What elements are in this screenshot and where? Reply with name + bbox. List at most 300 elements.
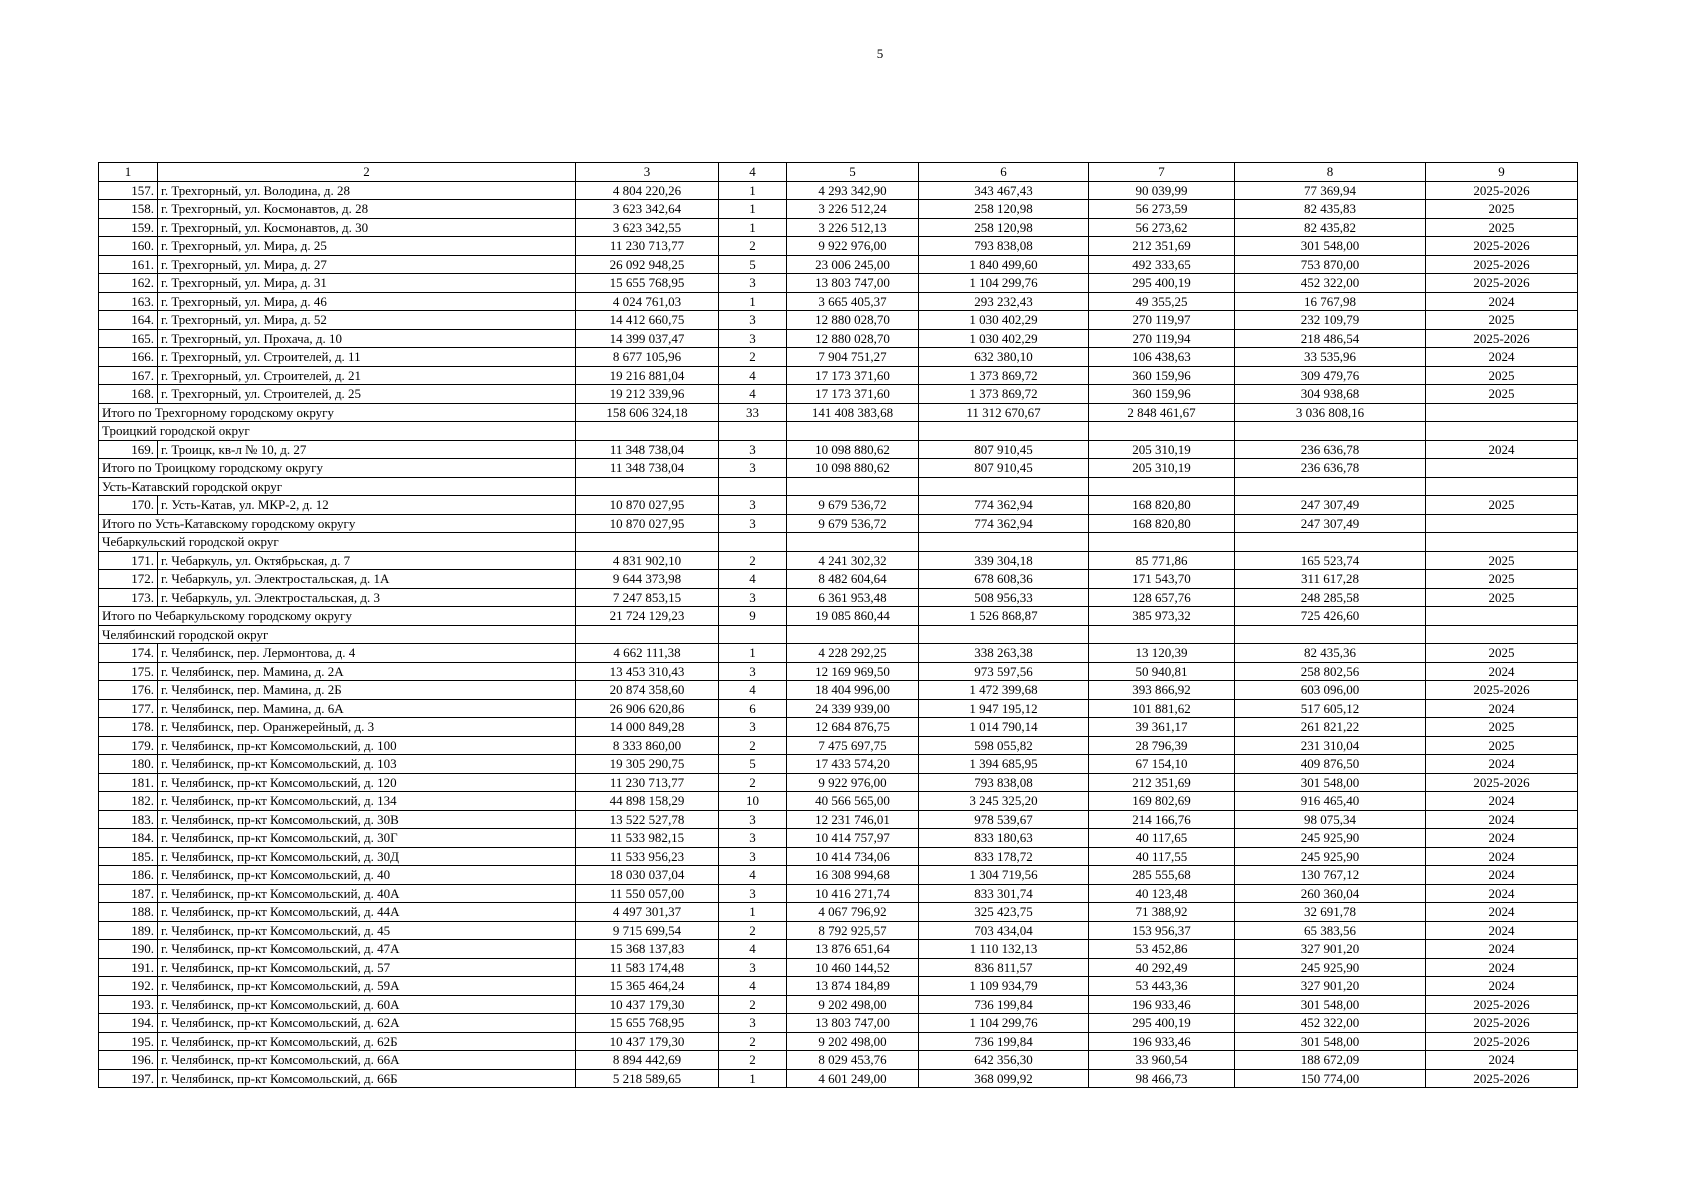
count-cell: 1 [719,644,787,663]
table-row [99,311,1578,330]
address-cell: г. Челябинск, пр-кт Комсомольский, д. 66Б [158,1069,576,1088]
empty-cell [576,533,719,552]
amount-cell: 56 273,59 [1089,200,1235,219]
empty-cell [919,533,1089,552]
header-cell: 8 [1235,163,1426,182]
subtotal-row [99,459,1578,478]
amount-cell: 67 154,10 [1089,755,1235,774]
address-cell: г. Чебаркуль, ул. Электростальская, д. 3 [158,588,576,607]
table-body [99,181,1578,1088]
count-cell: 3 [719,440,787,459]
amount-cell: 632 380,10 [919,348,1089,367]
period-cell: 2025 [1426,551,1578,570]
empty-cell [787,422,919,441]
amount-cell: 3 665 405,37 [787,292,919,311]
amount-cell: 7 475 697,75 [787,736,919,755]
total-cost-cell: 11 583 174,48 [576,958,719,977]
count-cell: 3 [719,274,787,293]
table-row [99,329,1578,348]
amount-cell: 153 956,37 [1089,921,1235,940]
column-number-header [99,163,1578,182]
total-cost-cell: 4 804 220,26 [576,181,719,200]
address-cell: г. Чебаркуль, ул. Электростальская, д. 1А [158,570,576,589]
table-row [99,1014,1578,1033]
amount-cell: 77 369,94 [1235,181,1426,200]
amount-cell: 258 120,98 [919,200,1089,219]
amount-cell: 260 360,04 [1235,884,1426,903]
total-cost-cell: 10 437 179,30 [576,1032,719,1051]
count-cell: 2 [719,995,787,1014]
count-cell: 3 [719,884,787,903]
address-cell: г. Трехгорный, ул. Прохача, д. 10 [158,329,576,348]
amount-cell: 517 605,12 [1235,699,1426,718]
table-row [99,255,1578,274]
amount-cell: 1 840 499,60 [919,255,1089,274]
empty-cell [576,625,719,644]
total-cost-cell: 14 412 660,75 [576,311,719,330]
total-cost-cell: 26 906 620,86 [576,699,719,718]
period-cell: 2025 [1426,718,1578,737]
address-cell: г. Трехгорный, ул. Мира, д. 31 [158,274,576,293]
header-cell: 5 [787,163,919,182]
amount-cell: 270 119,97 [1089,311,1235,330]
period-cell: 2024 [1426,847,1578,866]
table-row [99,1032,1578,1051]
address-cell: г. Челябинск, пр-кт Комсомольский, д. 47А [158,940,576,959]
count-cell: 1 [719,903,787,922]
row-number-cell: 189. [99,921,158,940]
amount-cell: 508 956,33 [919,588,1089,607]
amount-cell: 1 110 132,13 [919,940,1089,959]
amount-cell: 212 351,69 [1089,773,1235,792]
amount-cell: 40 566 565,00 [787,792,919,811]
address-cell: г. Челябинск, пр-кт Комсомольский, д. 62Б [158,1032,576,1051]
amount-cell: 736 199,84 [919,995,1089,1014]
count-cell: 3 [719,829,787,848]
row-number-cell: 176. [99,681,158,700]
amount-cell: 82 435,83 [1235,200,1426,219]
address-cell: г. Челябинск, пр-кт Комсомольский, д. 30Д [158,847,576,866]
row-number-cell: 197. [99,1069,158,1088]
address-cell: г. Челябинск, пр-кт Комсомольский, д. 45 [158,921,576,940]
period-cell: 2025 [1426,366,1578,385]
count-cell: 10 [719,792,787,811]
amount-cell: 642 356,30 [919,1051,1089,1070]
total-cost-cell: 5 218 589,65 [576,1069,719,1088]
count-cell: 3 [719,496,787,515]
amount-cell: 231 310,04 [1235,736,1426,755]
amount-cell: 65 383,56 [1235,921,1426,940]
amount-cell: 4 228 292,25 [787,644,919,663]
amount-cell: 247 307,49 [1235,496,1426,515]
total-cost-cell: 15 655 768,95 [576,1014,719,1033]
amount-cell: 8 482 604,64 [787,570,919,589]
empty-cell [787,625,919,644]
amount-cell: 385 973,32 [1089,607,1235,626]
count-cell: 4 [719,385,787,404]
amount-cell: 10 098 880,62 [787,459,919,478]
amount-cell: 40 292,49 [1089,958,1235,977]
table-row [99,218,1578,237]
count-cell: 3 [719,718,787,737]
amount-cell: 205 310,19 [1089,459,1235,478]
amount-cell: 4 067 796,92 [787,903,919,922]
amount-cell: 916 465,40 [1235,792,1426,811]
amount-cell: 171 543,70 [1089,570,1235,589]
amount-cell: 17 173 371,60 [787,366,919,385]
amount-cell: 49 355,25 [1089,292,1235,311]
total-cost-cell: 4 831 902,10 [576,551,719,570]
amount-cell: 309 479,76 [1235,366,1426,385]
row-number-cell: 168. [99,385,158,404]
address-cell: г. Челябинск, пер. Оранжерейный, д. 3 [158,718,576,737]
amount-cell: 793 838,08 [919,237,1089,256]
period-cell [1426,403,1578,422]
amount-cell: 232 109,79 [1235,311,1426,330]
amount-cell: 82 435,36 [1235,644,1426,663]
row-number-cell: 158. [99,200,158,219]
count-cell: 1 [719,218,787,237]
period-cell: 2024 [1426,921,1578,940]
period-cell: 2025-2026 [1426,773,1578,792]
period-cell: 2025-2026 [1426,1069,1578,1088]
empty-cell [1089,477,1235,496]
amount-cell: 196 933,46 [1089,1032,1235,1051]
amount-cell: 236 636,78 [1235,440,1426,459]
count-cell: 2 [719,237,787,256]
table-row [99,681,1578,700]
page-number: 5 [876,46,884,61]
section-header-row [99,477,1578,496]
table-row [99,903,1578,922]
period-cell: 2025-2026 [1426,181,1578,200]
total-cost-cell: 11 348 738,04 [576,440,719,459]
count-cell: 4 [719,977,787,996]
row-number-cell: 180. [99,755,158,774]
amount-cell: 452 322,00 [1235,1014,1426,1033]
amount-cell: 285 555,68 [1089,866,1235,885]
amount-cell: 33 535,96 [1235,348,1426,367]
amount-cell: 71 388,92 [1089,903,1235,922]
total-cost-cell: 9 644 373,98 [576,570,719,589]
amount-cell: 13 876 651,64 [787,940,919,959]
count-cell: 3 [719,1014,787,1033]
total-cost-cell: 8 677 105,96 [576,348,719,367]
amount-cell: 295 400,19 [1089,1014,1235,1033]
total-cost-cell: 3 623 342,55 [576,218,719,237]
count-cell: 3 [719,459,787,478]
amount-cell: 258 802,56 [1235,662,1426,681]
amount-cell: 833 178,72 [919,847,1089,866]
amount-cell: 774 362,94 [919,514,1089,533]
count-cell: 1 [719,1069,787,1088]
row-number-cell: 182. [99,792,158,811]
total-cost-cell: 10 870 027,95 [576,514,719,533]
total-cost-cell: 7 247 853,15 [576,588,719,607]
amount-cell: 327 901,20 [1235,940,1426,959]
address-cell: г. Челябинск, пр-кт Комсомольский, д. 103 [158,755,576,774]
row-number-cell: 191. [99,958,158,977]
amount-cell: 218 486,54 [1235,329,1426,348]
amount-cell: 311 617,28 [1235,570,1426,589]
amount-cell: 245 925,90 [1235,958,1426,977]
amount-cell: 150 774,00 [1235,1069,1426,1088]
amount-cell: 128 657,76 [1089,588,1235,607]
table-row [99,792,1578,811]
empty-cell [719,477,787,496]
table-row [99,958,1578,977]
amount-cell: 678 608,36 [919,570,1089,589]
table-row [99,200,1578,219]
total-cost-cell: 4 497 301,37 [576,903,719,922]
amount-cell: 165 523,74 [1235,551,1426,570]
period-cell: 2025-2026 [1426,255,1578,274]
amount-cell: 130 767,12 [1235,866,1426,885]
amount-cell: 793 838,08 [919,773,1089,792]
empty-cell [1235,625,1426,644]
amount-cell: 56 273,62 [1089,218,1235,237]
count-cell: 4 [719,940,787,959]
row-number-cell: 179. [99,736,158,755]
table-row [99,940,1578,959]
amount-cell: 10 414 757,97 [787,829,919,848]
period-cell: 2025 [1426,496,1578,515]
empty-cell [1235,477,1426,496]
row-number-cell: 167. [99,366,158,385]
amount-cell: 40 117,65 [1089,829,1235,848]
row-number-cell: 184. [99,829,158,848]
address-cell: г. Челябинск, пр-кт Комсомольский, д. 44А [158,903,576,922]
total-cost-cell: 14 000 849,28 [576,718,719,737]
empty-cell [576,422,719,441]
period-cell: 2024 [1426,903,1578,922]
table-row [99,773,1578,792]
period-cell: 2024 [1426,884,1578,903]
empty-cell [1089,533,1235,552]
section-header-row [99,422,1578,441]
total-cost-cell: 15 655 768,95 [576,274,719,293]
period-cell: 2024 [1426,977,1578,996]
header-cell: 7 [1089,163,1235,182]
amount-cell: 10 098 880,62 [787,440,919,459]
address-cell: г. Челябинск, пер. Мамина, д. 2Б [158,681,576,700]
total-cost-cell: 15 368 137,83 [576,940,719,959]
amount-cell: 1 947 195,12 [919,699,1089,718]
row-number-cell: 193. [99,995,158,1014]
row-number-cell: 188. [99,903,158,922]
amount-cell: 1 373 869,72 [919,366,1089,385]
amount-cell: 603 096,00 [1235,681,1426,700]
address-cell: г. Усть-Катав, ул. МКР-2, д. 12 [158,496,576,515]
amount-cell: 304 938,68 [1235,385,1426,404]
amount-cell: 90 039,99 [1089,181,1235,200]
amount-cell: 16 308 994,68 [787,866,919,885]
amount-cell: 212 351,69 [1089,237,1235,256]
address-cell: г. Челябинск, пр-кт Комсомольский, д. 40 [158,866,576,885]
header-cell: 3 [576,163,719,182]
amount-cell: 18 404 996,00 [787,681,919,700]
subtotal-label-cell: Итого по Трехгорному городскому округу [99,403,576,422]
total-cost-cell: 21 724 129,23 [576,607,719,626]
table-row [99,718,1578,737]
amount-cell: 39 361,17 [1089,718,1235,737]
count-cell: 2 [719,348,787,367]
row-number-cell: 194. [99,1014,158,1033]
empty-cell [1426,422,1578,441]
address-cell: г. Трехгорный, ул. Мира, д. 52 [158,311,576,330]
table-row [99,348,1578,367]
period-cell: 2024 [1426,348,1578,367]
table-row [99,1069,1578,1088]
amount-cell: 16 767,98 [1235,292,1426,311]
row-number-cell: 181. [99,773,158,792]
row-number-cell: 164. [99,311,158,330]
amount-cell: 53 452,86 [1089,940,1235,959]
empty-cell [719,422,787,441]
count-cell: 3 [719,514,787,533]
amount-cell: 13 120,39 [1089,644,1235,663]
row-number-cell: 160. [99,237,158,256]
amount-cell: 368 099,92 [919,1069,1089,1088]
empty-cell [919,422,1089,441]
period-cell: 2025 [1426,570,1578,589]
amount-cell: 360 159,96 [1089,366,1235,385]
total-cost-cell: 9 715 699,54 [576,921,719,940]
row-number-cell: 165. [99,329,158,348]
total-cost-cell: 8 333 860,00 [576,736,719,755]
count-cell: 2 [719,736,787,755]
amount-cell: 17 173 371,60 [787,385,919,404]
total-cost-cell: 19 305 290,75 [576,755,719,774]
row-number-cell: 177. [99,699,158,718]
amount-cell: 82 435,82 [1235,218,1426,237]
period-cell: 2024 [1426,662,1578,681]
amount-cell: 293 232,43 [919,292,1089,311]
amount-cell: 1 030 402,29 [919,311,1089,330]
count-cell: 3 [719,311,787,330]
amount-cell: 3 245 325,20 [919,792,1089,811]
total-cost-cell: 13 453 310,43 [576,662,719,681]
row-number-cell: 173. [99,588,158,607]
row-number-cell: 169. [99,440,158,459]
amount-cell: 258 120,98 [919,218,1089,237]
count-cell: 4 [719,681,787,700]
address-cell: г. Трехгорный, ул. Космонавтов, д. 30 [158,218,576,237]
total-cost-cell: 19 216 881,04 [576,366,719,385]
amount-cell: 19 085 860,44 [787,607,919,626]
table-row [99,1051,1578,1070]
amount-cell: 8 792 925,57 [787,921,919,940]
amount-cell: 1 109 934,79 [919,977,1089,996]
address-cell: г. Трехгорный, ул. Мира, д. 46 [158,292,576,311]
amount-cell: 3 226 512,13 [787,218,919,237]
total-cost-cell: 11 550 057,00 [576,884,719,903]
amount-cell: 836 811,57 [919,958,1089,977]
amount-cell: 12 880 028,70 [787,311,919,330]
period-cell: 2025 [1426,588,1578,607]
amount-cell: 325 423,75 [919,903,1089,922]
row-number-cell: 170. [99,496,158,515]
empty-cell [787,477,919,496]
row-number-cell: 161. [99,255,158,274]
count-cell: 4 [719,866,787,885]
amount-cell: 4 241 302,32 [787,551,919,570]
subtotal-row [99,514,1578,533]
header-cell: 2 [158,163,576,182]
period-cell [1426,514,1578,533]
row-number-cell: 178. [99,718,158,737]
table-row [99,755,1578,774]
row-number-cell: 192. [99,977,158,996]
amount-cell: 1 014 790,14 [919,718,1089,737]
amount-cell: 1 104 299,76 [919,274,1089,293]
amount-cell: 1 304 719,56 [919,866,1089,885]
row-number-cell: 187. [99,884,158,903]
amount-cell: 101 881,62 [1089,699,1235,718]
amount-cell: 327 901,20 [1235,977,1426,996]
table-row [99,829,1578,848]
address-cell: г. Челябинск, пр-кт Комсомольский, д. 60А [158,995,576,1014]
amount-cell: 188 672,09 [1235,1051,1426,1070]
total-cost-cell: 26 092 948,25 [576,255,719,274]
empty-cell [1235,533,1426,552]
table-row [99,551,1578,570]
amount-cell: 98 466,73 [1089,1069,1235,1088]
amount-cell: 1 104 299,76 [919,1014,1089,1033]
amount-cell: 393 866,92 [1089,681,1235,700]
subtotal-row [99,403,1578,422]
count-cell: 33 [719,403,787,422]
empty-cell [919,477,1089,496]
count-cell: 1 [719,200,787,219]
amount-cell: 12 880 028,70 [787,329,919,348]
count-cell: 2 [719,773,787,792]
period-cell [1426,459,1578,478]
period-cell: 2025-2026 [1426,274,1578,293]
amount-cell: 1 394 685,95 [919,755,1089,774]
amount-cell: 13 803 747,00 [787,274,919,293]
table-row [99,995,1578,1014]
amount-cell: 3 226 512,24 [787,200,919,219]
amount-cell: 807 910,45 [919,459,1089,478]
amount-cell: 168 820,80 [1089,514,1235,533]
total-cost-cell: 11 348 738,04 [576,459,719,478]
empty-cell [719,625,787,644]
amount-cell: 106 438,63 [1089,348,1235,367]
amount-cell: 13 874 184,89 [787,977,919,996]
section-header-row [99,625,1578,644]
amount-cell: 168 820,80 [1089,496,1235,515]
amount-cell: 196 933,46 [1089,995,1235,1014]
total-cost-cell: 11 533 982,15 [576,829,719,848]
period-cell: 2024 [1426,292,1578,311]
table-row [99,847,1578,866]
amount-cell: 214 166,76 [1089,810,1235,829]
amount-cell: 774 362,94 [919,496,1089,515]
amount-cell: 409 876,50 [1235,755,1426,774]
count-cell: 3 [719,329,787,348]
section-header-row [99,533,1578,552]
period-cell: 2025 [1426,644,1578,663]
amount-cell: 343 467,43 [919,181,1089,200]
table-row [99,921,1578,940]
table-row [99,866,1578,885]
amount-cell: 23 006 245,00 [787,255,919,274]
amount-cell: 295 400,19 [1089,274,1235,293]
amount-cell: 53 443,36 [1089,977,1235,996]
empty-cell [1426,625,1578,644]
amount-cell: 9 679 536,72 [787,514,919,533]
